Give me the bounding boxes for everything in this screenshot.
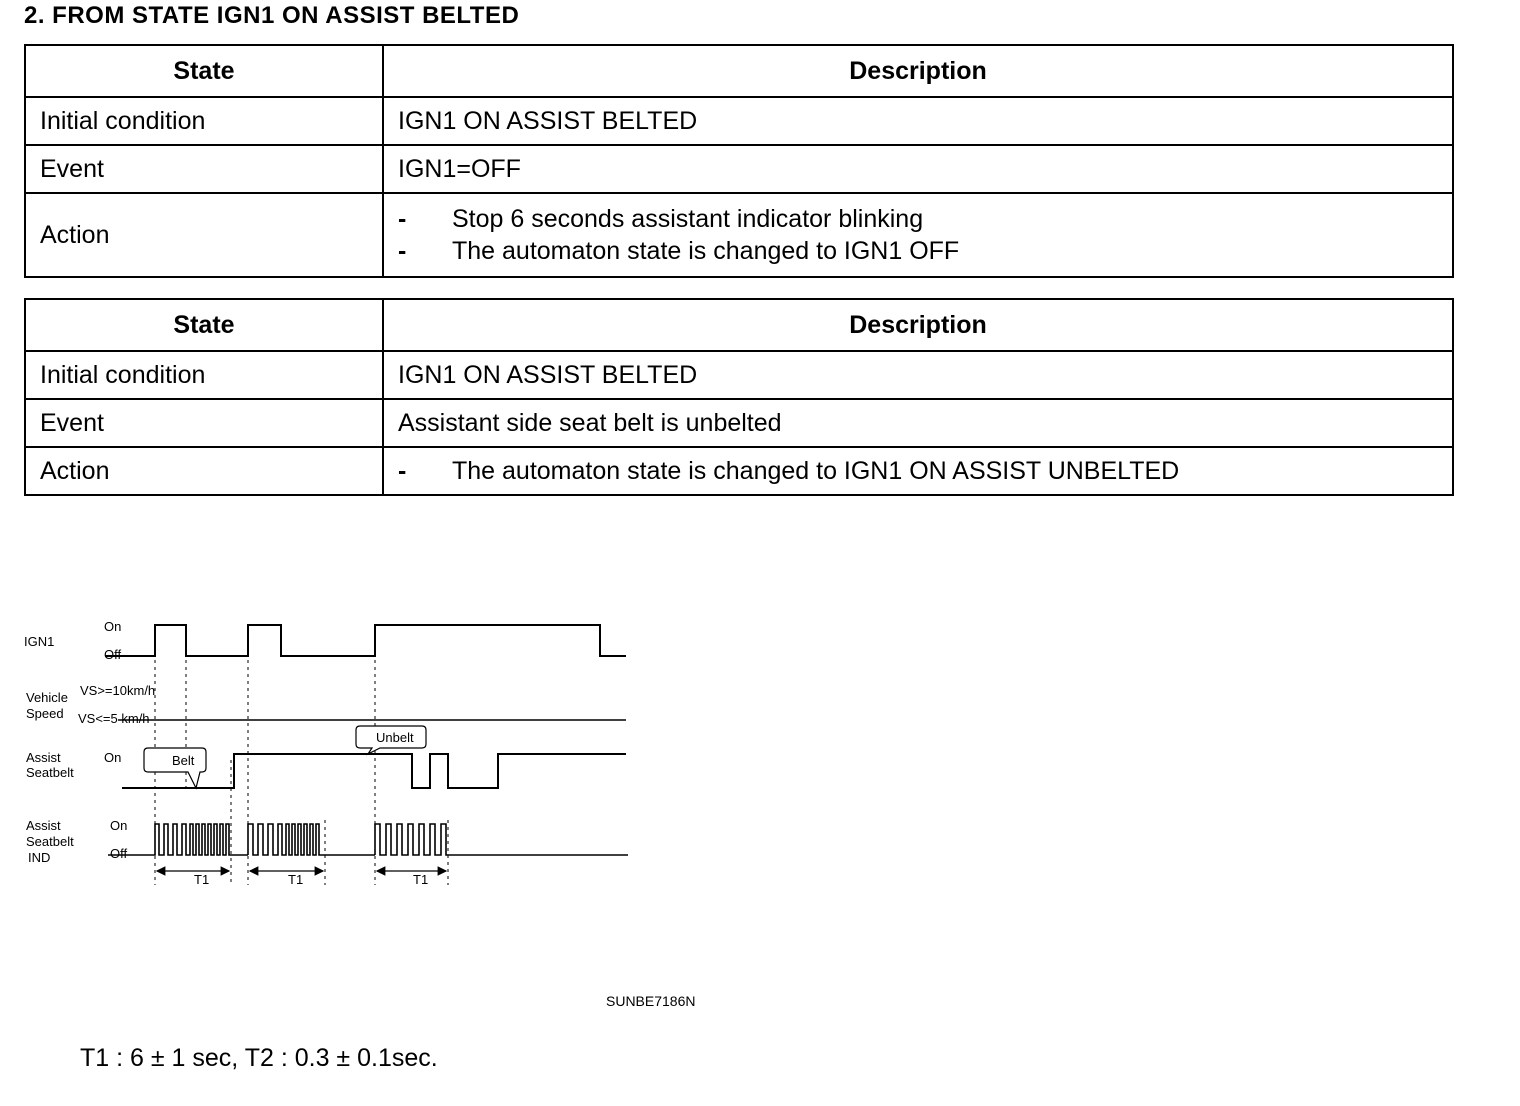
description-header: Description [383,45,1453,97]
indicator-label-2: Seatbelt [26,834,74,849]
initial-condition-value: IGN1 ON ASSIST BELTED [383,351,1453,399]
t1-label: T1 [194,872,210,887]
event-value: IGN1=OFF [383,145,1453,193]
belt-callout-text: Belt [172,753,195,768]
ign1-waveform [105,625,626,656]
state-header: State [25,299,383,351]
timing-diagram [0,600,660,900]
indicator-label: Assist [26,818,61,833]
action-value [383,193,1453,277]
ign1-off-label: Off [104,647,122,662]
speed-low-label: VS<=5 km/h [78,711,150,726]
state-table-2 [24,298,1454,496]
tolerance-note: T1 : 6 ± 1 sec, T2 : 0.3 ± 0.1sec. [80,1044,438,1072]
state-header: State [25,45,383,97]
indicator-label-3: IND [28,850,51,865]
unbelt-callout-text: Unbelt [376,730,414,745]
indicator-on-label: On [110,818,128,833]
indicator-waveform-3 [375,824,628,855]
seatbelt-label-2: Seatbelt [26,765,74,780]
seatbelt-label: Assist [26,750,61,765]
description-header: Description [383,299,1453,351]
figure-code: SUNBE7186N [606,993,696,1009]
t1-label: T1 [288,872,304,887]
speed-high-label: VS>=10km/h [80,683,156,698]
section-heading: 2. FROM STATE IGN1 ON ASSIST BELTED [24,2,520,29]
action-item: - The automaton state is changed to IGN1 ON ASSIST UNBELTED [398,457,1180,485]
action-item: - The automaton state is changed to IGN1 OFF [398,237,960,265]
state-table-1 [24,44,1454,278]
indicator-off-label: Off [110,846,128,861]
initial-condition-label: Initial condition [25,351,383,399]
vehicle-speed-label-2: Speed [26,706,64,721]
event-label: Event [25,399,383,447]
unbelt-callout [356,726,426,754]
action-label: Action [25,193,383,277]
action-label: Action [25,447,383,495]
belt-callout [144,748,206,788]
event-label: Event [25,145,383,193]
ign1-on-label: On [104,619,122,634]
event-value: Assistant side seat belt is unbelted [383,399,1453,447]
action-value [383,447,1453,495]
initial-condition-label: Initial condition [25,97,383,145]
seatbelt-on-label: On [104,750,122,765]
indicator-waveform-2 [248,824,375,855]
t1-label: T1 [413,872,429,887]
initial-condition-value: IGN1 ON ASSIST BELTED [383,97,1453,145]
ign1-label: IGN1 [24,634,55,649]
vehicle-speed-label: Vehicle [26,690,68,705]
indicator-waveform-1 [108,824,248,855]
action-item: - Stop 6 seconds assistant indicator blinking [398,205,924,233]
